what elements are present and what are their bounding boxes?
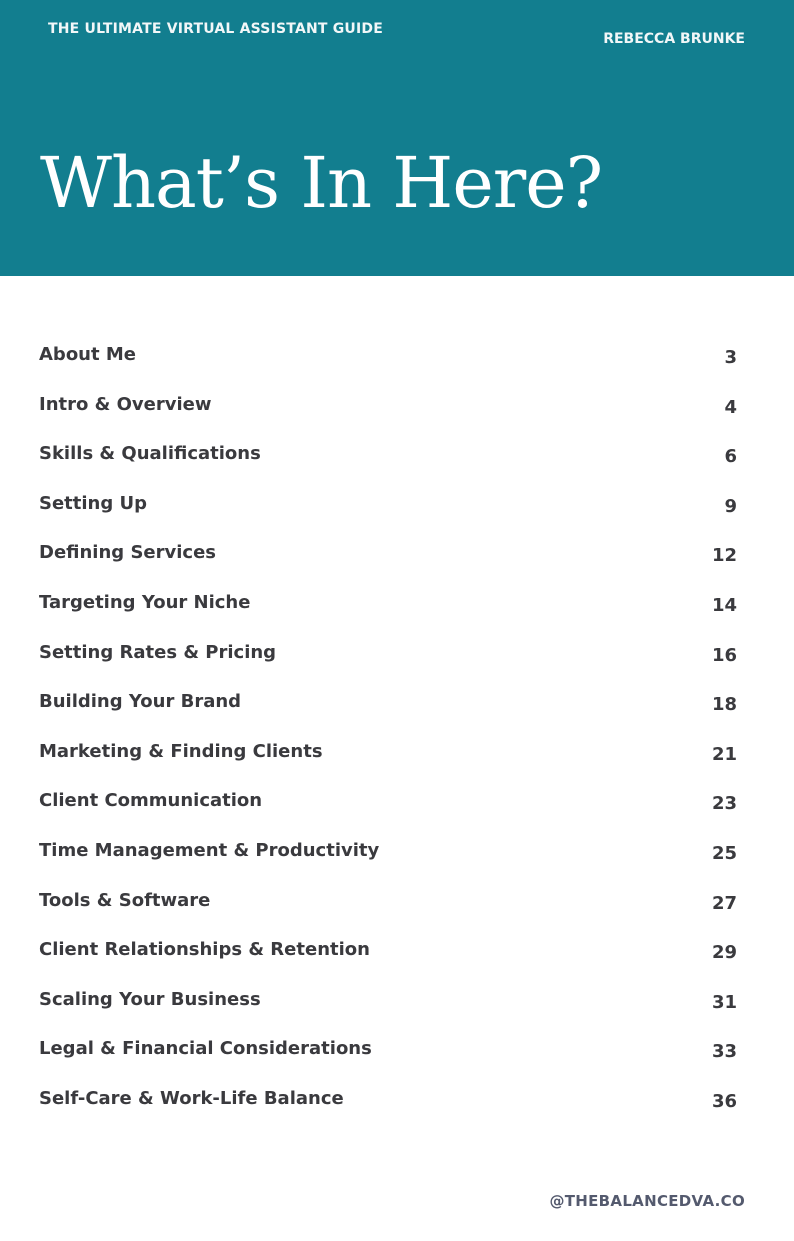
toc-entry-page: 23	[711, 793, 737, 815]
toc-entry-label: Tools & Software	[39, 889, 211, 911]
toc-entry-page: 14	[711, 594, 737, 616]
toc-entry-label: Legal & Financial Considerations	[39, 1038, 372, 1060]
toc-entry-page: 16	[711, 644, 737, 666]
toc-entry[interactable]	[39, 1038, 737, 1088]
page-title: What’s In Here?	[40, 142, 603, 224]
toc-entry-page: 18	[711, 694, 737, 716]
table-of-contents	[39, 344, 737, 1138]
toc-entry-label: Client Relationships & Retention	[39, 939, 370, 961]
toc-entry-label: Targeting Your Niche	[39, 591, 251, 613]
toc-entry[interactable]	[39, 741, 737, 791]
toc-entry-label: About Me	[39, 344, 136, 365]
toc-entry[interactable]	[39, 790, 737, 840]
toc-entry-page: 25	[711, 842, 737, 864]
toc-entry-page: 9	[724, 495, 737, 517]
toc-entry-label: Marketing & Finding Clients	[39, 740, 323, 762]
toc-entry-label: Intro & Overview	[39, 393, 212, 415]
toc-entry-page: 33	[711, 1041, 737, 1063]
toc-entry[interactable]	[39, 691, 737, 741]
toc-entry[interactable]	[39, 939, 737, 989]
toc-entry[interactable]	[39, 592, 737, 642]
toc-entry-label: Building Your Brand	[39, 691, 242, 713]
toc-entry[interactable]	[39, 1088, 737, 1138]
toc-entry[interactable]	[39, 542, 737, 592]
toc-entry[interactable]	[39, 840, 737, 890]
toc-entry-page: 36	[711, 1090, 737, 1112]
author-name: REBECCA BRUNKE	[603, 31, 745, 47]
toc-entry[interactable]	[39, 493, 737, 543]
toc-entry-label: Client Communication	[39, 790, 263, 812]
toc-entry[interactable]	[39, 344, 737, 394]
toc-entry-page: 6	[724, 446, 737, 468]
toc-entry-page: 4	[724, 396, 737, 418]
social-handle: @THEBALANCEDVA.CO	[549, 1192, 745, 1210]
toc-entry[interactable]	[39, 394, 737, 444]
toc-entry[interactable]	[39, 642, 737, 692]
toc-entry-label: Scaling Your Business	[39, 988, 261, 1010]
toc-entry[interactable]	[39, 443, 737, 493]
toc-entry-label: Setting Up	[39, 492, 148, 514]
toc-entry-page: 29	[711, 942, 737, 964]
toc-entry-label: Time Management & Productivity	[39, 839, 380, 861]
toc-entry-page: 12	[711, 545, 737, 567]
toc-entry-label: Skills & Qualifications	[39, 443, 261, 465]
toc-entry-label: Setting Rates & Pricing	[39, 641, 277, 663]
toc-entry[interactable]	[39, 989, 737, 1039]
toc-entry-page: 21	[711, 743, 737, 765]
toc-entry-page: 27	[711, 892, 737, 914]
toc-entry-page: 3	[724, 347, 737, 368]
toc-entry-page: 31	[711, 991, 737, 1013]
toc-entry-label: Self-Care & Work-Life Balance	[39, 1087, 344, 1109]
header-banner	[0, 0, 794, 276]
guide-title: THE ULTIMATE VIRTUAL ASSISTANT GUIDE	[48, 21, 383, 37]
toc-entry-label: Defining Services	[39, 542, 216, 564]
toc-entry[interactable]	[39, 890, 737, 940]
